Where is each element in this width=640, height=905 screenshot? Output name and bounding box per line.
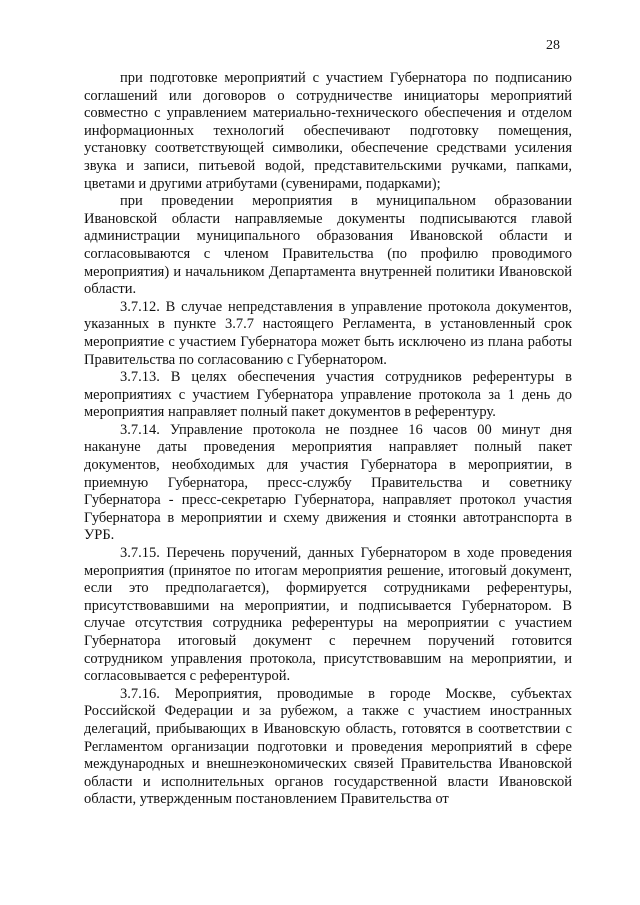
paragraph-3-7-14: 3.7.14. Управление протокола не позднее 16 часов 00 минут дня накануне даты проведения мероприятия направляет полный пакет документов, необходимых для участия Губернатора в мероприятии, в приемную Губернатора, пресс-службу Правительства и советнику Губернатора - пресс-секретарю Губернатора, направляет протокол участия Губернатора в мероприятии и схему движения и стоянки автотранспорта в УРБ. <box>84 421 572 544</box>
paragraph-3-7-15: 3.7.15. Перечень поручений, данных Губернатором в ходе проведения мероприятия (принятое по итогам мероприятия решение, итоговый документ, если это предполагается), формируется сотрудниками референтуры, присутствовавшими на мероприятии, и подписывается Губернатором. В случае отсутствия сотрудника референтуры на мероприятии с участием Губернатора итоговый документ с перечнем поручений готовится сотрудником управления протокола, присутствовавшим на мероприятии, и согласовывается с референтурой. <box>84 545 572 685</box>
paragraph-celebration-prep: при подготовке мероприятий с участием Губернатора по подписанию соглашений или договоров о сотрудничестве инициаторы мероприятий совместно с управлением материально-технического обеспечения и отделом информационных технологий обеспечивают подготовку помещения, установку соответствующей символики, обеспечение средствами усиления звука и записи, питьевой водой, представительскими ручками, папками, цветами и другими атрибутами (сувенирами, подарками); <box>84 70 572 192</box>
paragraph-3-7-12: 3.7.12. В случае непредставления в управление протокола документов, указанных в пункте 3.7.7 настоящего Регламента, в установленный срок мероприятие с участием Губернатора может быть исключено из плана работы Правительства по согласованию с Губернатором. <box>84 298 572 368</box>
document-body <box>84 70 572 809</box>
paragraph-3-7-13: 3.7.13. В целях обеспечения участия сотрудников референтуры в мероприятиях с участием Губернатора управление протокола за 1 день до мероприятия направляет полный пакет документов в референтуру. <box>84 369 572 421</box>
paragraph-3-7-16: 3.7.16. Мероприятия, проводимые в городе Москве, субъектах Российской Федерации и за рубежом, а также с участием иностранных делегаций, прибывающих в Ивановскую область, готовятся в соответствии с Регламентом организации подготовки и проведения мероприятий в сфере международных и внешнеэкономических связей Правительства Ивановской области и исполнительных органов государственной власти Ивановской области, утвержденным постановлением Правительства от <box>84 685 572 808</box>
page-number: 28 <box>546 38 560 53</box>
paragraph-municipal-event: при проведении мероприятия в муниципальном образовании Ивановской области направляемые документы подписываются главой администрации муниципального образования Ивановской области и согласовываются с членом Правительства (по профилю проводимого мероприятия) и начальником Департамента внутренней политики Ивановской области. <box>84 193 572 298</box>
